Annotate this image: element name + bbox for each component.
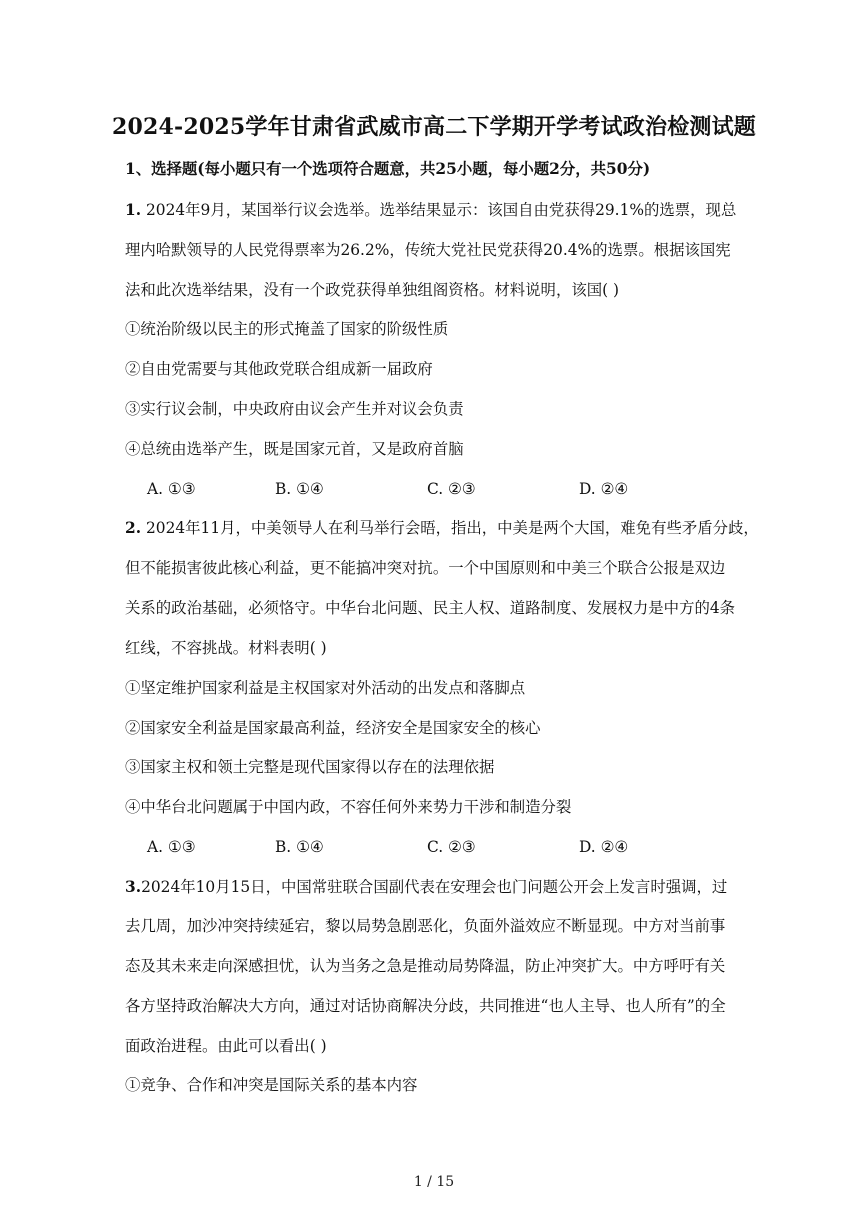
question-1-options	[147, 478, 747, 500]
question-3-statement-1: ①竞争、合作和冲突是国际关系的基本内容	[125, 1076, 418, 1094]
question-1-statement-4: ④总统由选举产生，既是国家元首，又是政府首脑	[125, 440, 464, 458]
question-3-stem-line-4: 各方坚持政治解决大方向，通过对话协商解决分歧，共同推进“也人主导、也人所有”的全	[125, 997, 726, 1015]
question-2-statement-1: ①坚定维护国家利益是主权国家对外活动的出发点和落脚点	[125, 679, 526, 697]
question-3-stem-line-1: 3.2024年10月15日，中国常驻联合国副代表在安理会也门问题公开会上发言时强调，过	[125, 878, 728, 896]
question-2-stem-line-2: 但不能损害彼此核心利益，更不能搞冲突对抗。一个中国原则和中美三个联合公报是双边	[125, 559, 726, 577]
question-2-options	[147, 836, 747, 858]
page-indicator: 1 / 15	[413, 1174, 455, 1190]
question-2-stem-line-3: 关系的政治基础，必须恪守。中华台北问题、民主人权、道路制度、发展权力是中方的4条	[125, 599, 736, 617]
question-2-option-b[interactable]: B. ①④	[275, 838, 324, 856]
section-heading: 1、选择题(每小题只有一个选项符合题意，共25小题，每小题2分，共50分)	[125, 160, 651, 178]
question-1-statement-3: ③实行议会制，中央政府由议会产生并对议会负责	[125, 400, 464, 418]
question-1-stem-line-3: 法和此次选举结果，没有一个政党获得单独组阁资格。材料说明，该国( )	[125, 281, 620, 299]
question-2-statement-4: ④中华台北问题属于中国内政，不容任何外来势力干涉和制造分裂	[125, 798, 572, 816]
question-1-option-d[interactable]: D. ②④	[579, 480, 629, 498]
question-2-stem-line-1: 2. 2024年11月，中美领导人在利马举行会晤，指出，中美是两个大国，难免有些矛盾分歧，	[125, 519, 759, 537]
question-1-option-c[interactable]: C. ②③	[427, 480, 476, 498]
question-1-stem-line-1: 1. 2024年9月，某国举行议会选举。选举结果显示：该国自由党获得29.1%的选票，现总	[125, 201, 737, 219]
question-3-stem-line-5: 面政治进程。由此可以看出( )	[125, 1037, 327, 1055]
question-1-option-a[interactable]: A. ①③	[147, 480, 196, 498]
question-2-statement-2: ②国家安全利益是国家最高利益，经济安全是国家安全的核心	[125, 719, 541, 737]
question-2-option-a[interactable]: A. ①③	[147, 838, 196, 856]
question-2-option-d[interactable]: D. ②④	[579, 838, 629, 856]
question-1-statement-2: ②自由党需要与其他政党联合组成新一届政府	[125, 360, 433, 378]
question-1-statement-1: ①统治阶级以民主的形式掩盖了国家的阶级性质	[125, 320, 449, 338]
question-1-option-b[interactable]: B. ①④	[275, 480, 324, 498]
question-2-number: 2.	[125, 519, 142, 537]
question-1-number: 1.	[125, 201, 142, 219]
question-3-stem-line-3: 态及其未来走向深感担忧，认为当务之急是推动局势降温，防止冲突扩大。中方呼吁有关	[125, 957, 726, 975]
question-2-option-c[interactable]: C. ②③	[427, 838, 476, 856]
question-2-statement-3: ③国家主权和领土完整是现代国家得以存在的法理依据	[125, 758, 495, 776]
document-title: 2024-2025学年甘肃省武威市高二下学期开学考试政治检测试题	[112, 114, 756, 140]
question-2-stem-line-4: 红线，不容挑战。材料表明( )	[125, 639, 327, 657]
question-3-stem-line-2: 去几周，加沙冲突持续延宕，黎以局势急剧恶化，负面外溢效应不断显现。中方对当前事	[125, 917, 726, 935]
question-3-number: 3.	[125, 878, 142, 896]
question-1-stem-line-2: 理内哈默领导的人民党得票率为26.2%，传统大党社民党获得20.4%的选票。根据该国宪	[125, 241, 731, 259]
